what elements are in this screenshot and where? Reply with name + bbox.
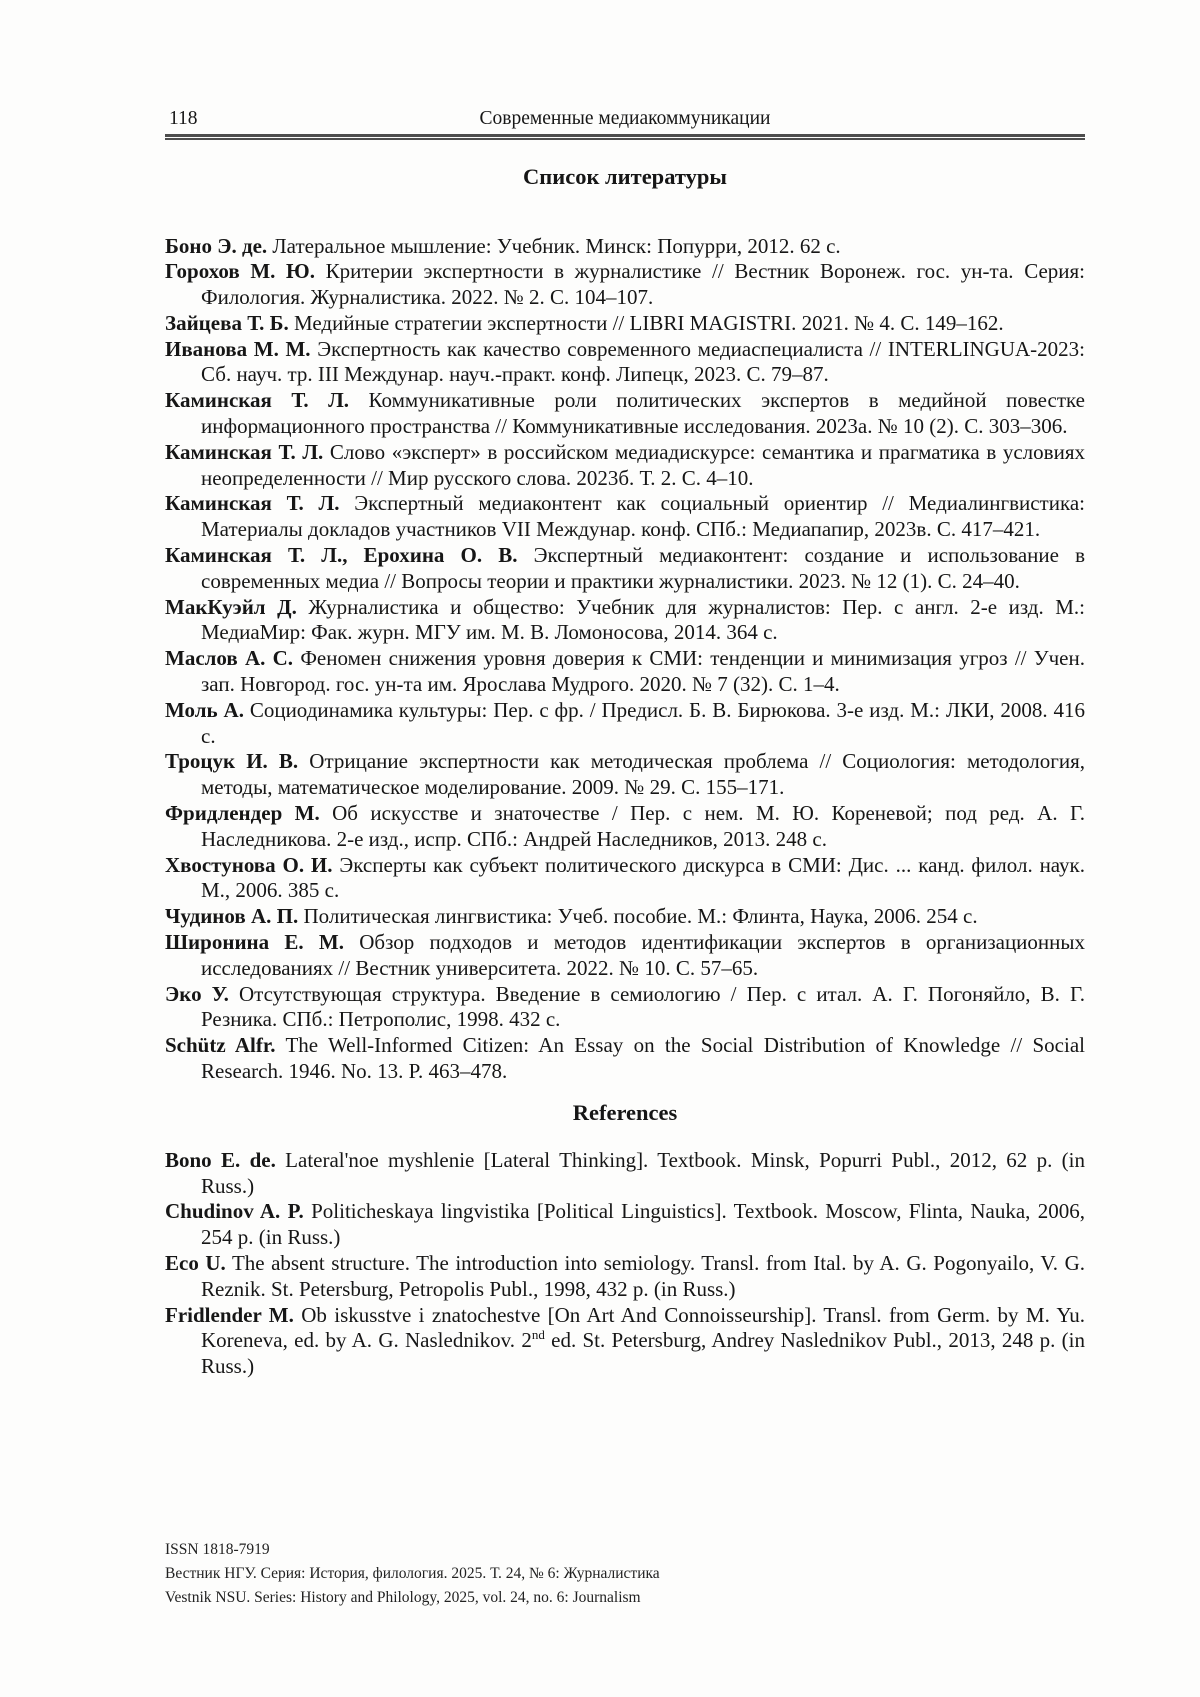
footer-journal-ru: Вестник НГУ. Серия: История, филология. 2025. Т. 24, № 6: Журналистика (165, 1565, 660, 1582)
reference-entry (165, 337, 1085, 389)
reference-entry (165, 440, 1085, 492)
entry-authors: Хвостунова О. И. (165, 852, 333, 877)
entry-authors: Каминская Т. Л. (165, 388, 350, 413)
reference-entry (165, 801, 1085, 853)
reference-entry (165, 646, 1085, 698)
reference-entry (165, 259, 1085, 311)
entry-authors: Эко У. (165, 981, 229, 1006)
running-header (165, 107, 1085, 131)
reference-entry (165, 388, 1085, 440)
reference-entry (165, 543, 1085, 595)
entry-text: Эксперты как субъект политического дискурса в СМИ: Дис. ... канд. филол. наук. М., 2006. 385 с. (201, 852, 1086, 903)
header-rule (165, 134, 1085, 140)
bibliography-heading: Список литературы (523, 163, 727, 189)
bibliography-list (165, 234, 1085, 1085)
entry-authors: Широнина Е. М. (165, 930, 344, 955)
header-rule-thick-line (165, 134, 1085, 137)
entry-authors: Каминская Т. Л. (165, 491, 340, 516)
entry-text: The absent structure. The introduction into semiology. Transl. from Ital. by A. G. Pogonyailo, V. G. Reznik. St. Petersburg, Petropolis Publ., 1998, 432 p. (in Russ.) (201, 1250, 1085, 1301)
entry-text: Обзор подходов и методов идентификации экспертов в организационных исследованиях // Вестник университета. 2022. № 10. С. 57–65. (201, 930, 1086, 980)
entry-text: Отрицание экспертности как методическая проблема // Социология: методология, методы, математическое моделирование. 2009. № 29. С. 155–171. (201, 749, 1085, 800)
reference-entry (165, 698, 1085, 750)
entry-text: Экспертный медиаконтент как социальный ориентир // Медиалингвистика: Материалы докладов участников VII Междунар. конф. СПб.: Медиапапир, 2023в. С. 417–421. (201, 491, 1085, 542)
entry-authors: Горохов М. Ю. (165, 259, 315, 284)
superscript-ordinal: nd (531, 1327, 545, 1343)
entry-text: Экспертность как качество современного медиаспециалиста // INTERLINGUA-2023: Сб. науч. тр. III Междунар. науч.-практ. конф. Липецк, 2023. С. 79–87. (201, 336, 1086, 387)
entry-text: Социодинамика культуры: Пер. с фр. / Предисл. Б. В. Бирюкова. 3-е изд. М.: ЛКИ, 2008. 416 с. (201, 697, 1085, 748)
entry-text: Журналистика и общество: Учебник для журналистов: Пер. с англ. 2-е изд. М.: МедиаМир: Фак. журн. МГУ им. М. В. Ломоносова, 2014. 364 с. (201, 594, 1086, 645)
reference-entry (165, 234, 1085, 260)
entry-authors: Каминская Т. Л., Ерохина О. В. (165, 543, 518, 568)
page-number: 118 (169, 108, 198, 129)
running-head-title: Современные медиакоммуникации (479, 108, 771, 129)
entry-authors: Bono E. de. (165, 1147, 276, 1172)
entry-authors: Schütz Alfr. (165, 1033, 276, 1058)
reference-entry (165, 1251, 1085, 1303)
entry-authors: Троцук И. В. (165, 749, 299, 774)
reference-entry (165, 1033, 1085, 1085)
entry-text: Экспертный медиаконтент: создание и использование в современных медиа // Вопросы теории и практики журналистики. 2023. № 12 (1). С. 24–40. (201, 543, 1086, 593)
entry-text: Politicheskaya lingvistika [Political Linguistics]. Textbook. Moscow, Flinta, Nauka, 2006, 254 p. (in Russ.) (201, 1199, 1086, 1250)
entry-authors: Каминская Т. Л. (165, 439, 324, 464)
entry-text: Феномен снижения уровня доверия к СМИ: тенденции и минимизация угроз // Учен. зап. Новгород. гос. ун-та им. Ярослава Мудрого. 2020. № 7 (32). С. 1–4. (201, 646, 1085, 697)
entry-authors: Fridlender M. (165, 1302, 294, 1327)
page-content (165, 0, 1085, 1380)
entry-authors: МакКуэйл Д. (165, 594, 297, 619)
entry-authors: Моль А. (165, 697, 244, 722)
page-footer (165, 1538, 1085, 1610)
entry-text: Коммуникативные роли политических экспертов в медийной повестке информационного пространства // Коммуникативные исследования. 2023а. № 10 (2). С. 303–306. (201, 388, 1086, 439)
entry-text: Критерии экспертности в журналистике // Вестник Воронеж. гос. ун-та. Серия: Филология. Журналистика. 2022. № 2. С. 104–107. (201, 259, 1086, 310)
references-list (165, 1148, 1085, 1380)
entry-authors: Фридлендер М. (165, 801, 320, 826)
entry-text: Отсутствующая структура. Введение в семиологию / Пер. с итал. А. Г. Погоняйло, В. Г. Резника. СПб.: Петрополис, 1998. 432 с. (201, 981, 1086, 1032)
reference-entry (165, 982, 1085, 1034)
entry-text: The Well-Informed Citizen: An Essay on the Social Distribution of Knowledge // Social Research. 1946. No. 13. P. 463–478. (201, 1033, 1085, 1083)
reference-entry (165, 595, 1085, 647)
reference-entry (165, 904, 1085, 930)
reference-entry (165, 311, 1085, 337)
entry-authors: Chudinov A. P. (165, 1199, 304, 1224)
reference-entry (165, 1148, 1085, 1200)
entry-text: Медийные стратегии экспертности // LIBRI MAGISTRI. 2021. № 4. С. 149–162. (293, 310, 1004, 335)
reference-entry (165, 853, 1085, 905)
entry-text: Политическая лингвистика: Учеб. пособие. М.: Флинта, Наука, 2006. 254 с. (303, 904, 978, 929)
reference-entry (165, 1199, 1085, 1251)
reference-entry (165, 930, 1085, 982)
entry-authors: Иванова М. М. (165, 336, 311, 361)
entry-text: Об искусстве и знаточестве / Пер. с нем. М. Ю. Кореневой; под ред. А. Г. Наследникова. 2-е изд., испр. СПб.: Андрей Наследников, 2013. 248 с. (201, 801, 1085, 851)
entry-authors: Боно Э. де. (165, 233, 268, 258)
footer-journal-en: Vestnik NSU. Series: History and Philology, 2025, vol. 24, no. 6: Journalism (165, 1589, 641, 1606)
entry-text: Ob iskusstve i znatochestve [On Art And Connoisseurship]. Transl. from Germ. by M. Yu. Koreneva, ed. by A. G. Naslednikov. 2 (201, 1302, 1085, 1353)
footer-issn: ISSN 1818-7919 (165, 1541, 270, 1558)
entry-text: Lateral'noe myshlenie [Lateral Thinking]. Textbook. Minsk, Popurri Publ., 2012, 62 p. (in Russ.) (201, 1147, 1086, 1198)
entry-text: Слово «эксперт» в российском медиадискурсе: семантика и прагматика в условиях неопределенности // Мир русского слова. 2023б. Т. 2. С. 4–10. (201, 439, 1085, 490)
entry-text: Латеральное мышление: Учебник. Минск: Попурри, 2012. 62 с. (272, 233, 841, 258)
entry-authors: Зайцева Т. Б. (165, 310, 289, 335)
entry-authors: Eco U. (165, 1250, 226, 1275)
references-heading: References (572, 1099, 678, 1125)
entry-authors: Маслов А. С. (165, 646, 294, 671)
reference-entry (165, 491, 1085, 543)
entry-text: ed. St. Petersburg, Andrey Naslednikov Publ., 2013, 248 p. (in Russ.) (201, 1328, 1085, 1379)
reference-entry (165, 1303, 1085, 1380)
reference-entry (165, 749, 1085, 801)
header-rule-thin-line (165, 138, 1085, 140)
entry-authors: Чудинов А. П. (165, 904, 299, 929)
